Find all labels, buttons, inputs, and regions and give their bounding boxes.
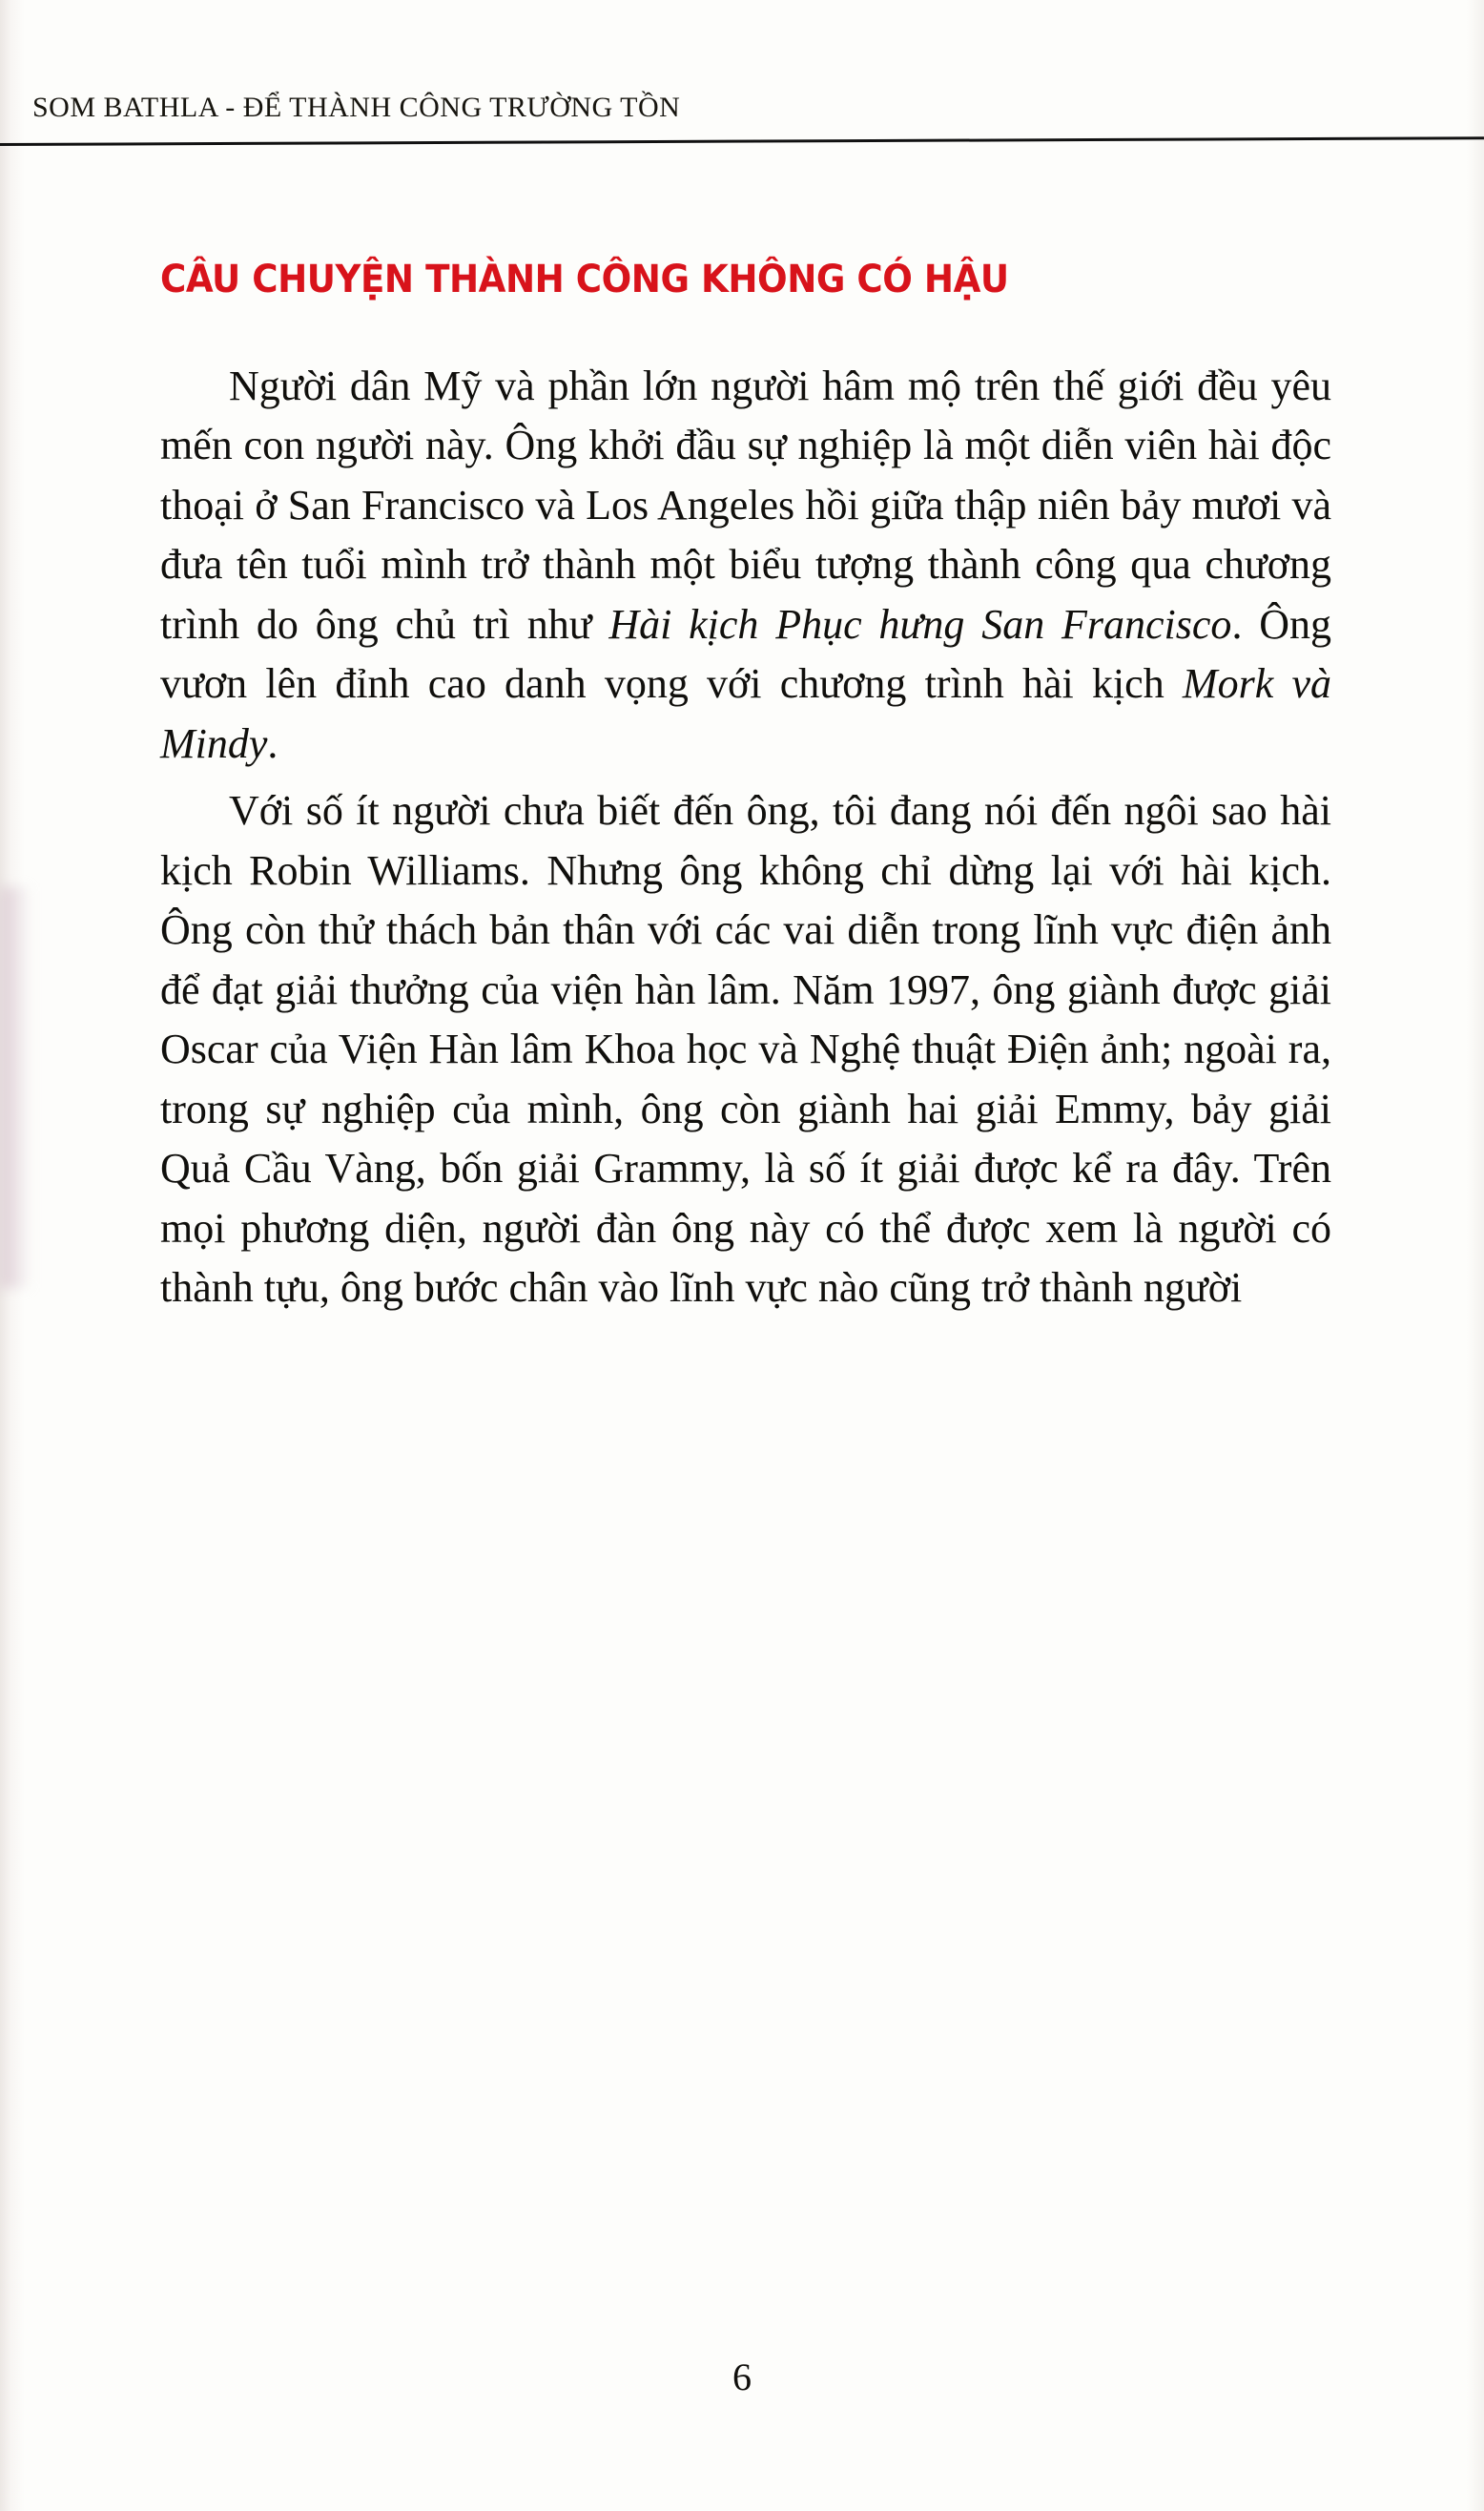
text-run: . Ông vươn lên đỉnh cao danh vọng với chương trình hài kịch: [160, 600, 1332, 708]
page-edge-smudge: [0, 887, 32, 1288]
header-rule-divider: [0, 136, 1484, 146]
running-head: SOM BATHLA - ĐỂ THÀNH CÔNG TRƯỜNG TỒN: [32, 92, 681, 123]
paragraph-2: [160, 781, 1331, 1318]
italic-title-run: Mork và Mindy: [160, 660, 1331, 767]
page-number: 6: [732, 2355, 752, 2398]
italic-title-run: Hài kịch Phục hưng San Francisco: [608, 600, 1232, 648]
text-run: .: [267, 719, 278, 767]
text-run: Với số ít người chưa biết đến ông, tôi đang nói đến ngôi sao hài kịch Robin Williams. Nhưng ông không chỉ dừng lại với hài kịch. Ông còn thử thách bản thân với các vai diễn trong lĩnh vực điện ảnh để đạt giải thưởng của viện hàn lâm. Năm 1997, ông giành được giải Oscar của Viện Hàn lâm Khoa học và Nghệ thuật Điện ảnh; ngoài ra, trong sự nghiệp của mình, ông còn giành hai giải Emmy, bảy giải Quả Cầu Vàng, bốn giải Grammy, là số ít giải được kể ra đây. Trên mọi phương diện, người đàn ông này có thể được xem là người có thành tựu, ông bước chân vào lĩnh vực nào cũng trở thành người: [160, 787, 1331, 1312]
paragraph-1: [160, 357, 1331, 774]
text-run: Người dân Mỹ và phần lớn người hâm mộ trên thế giới đều yêu mến con người này. Ông khởi đầu sự nghiệp là một diễn viên hài độc thoại ở San Francisco và Los Angeles hồi giữa thập niên bảy mươi và đưa tên tuổi mình trở thành một biểu tượng thành công qua chương trình do ông chủ trì như: [160, 363, 1331, 648]
section-title: CÂU CHUYỆN THÀNH CÔNG KHÔNG CÓ HẬU: [160, 258, 1009, 301]
page-content: [160, 258, 1331, 1318]
page-edge-shadow-right: [1467, 0, 1484, 2511]
